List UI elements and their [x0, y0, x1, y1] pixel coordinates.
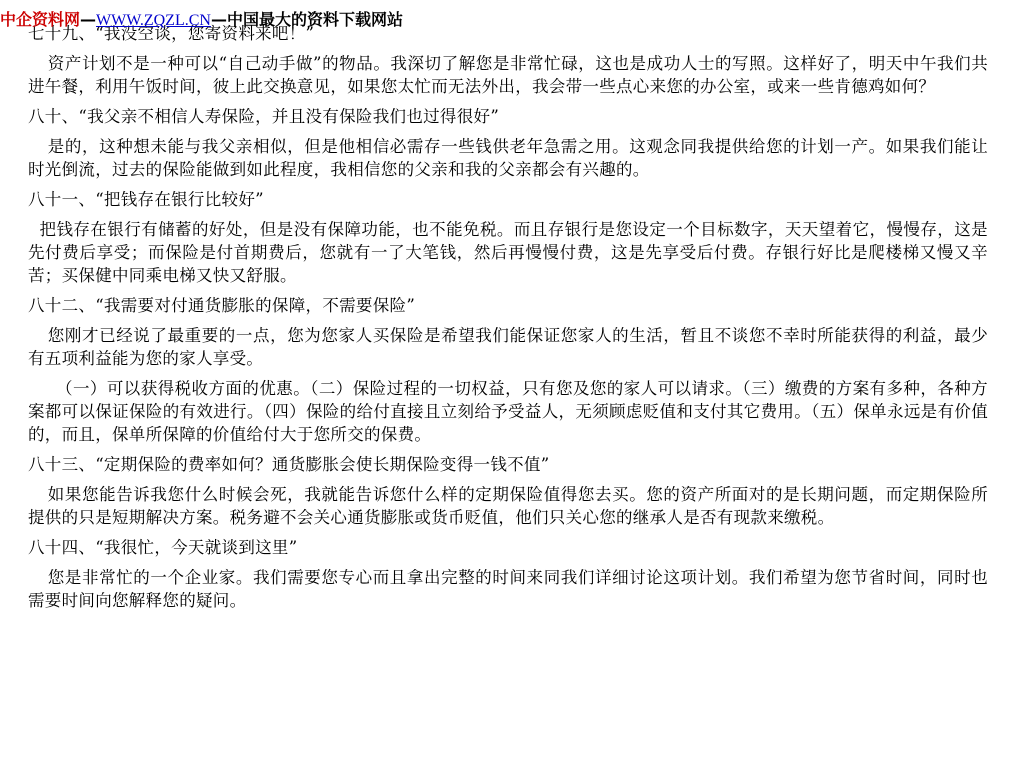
section-paragraph: 资产计划不是一种可以“自己动手做”的物品。我深切了解您是非常忙碌，这也是成功人士的写照。这样好了，明天中午我们共进午餐，利用午饭时间，彼上此交换意见，如果您太忙而无法外出，我会带一些点心来您的办公室，或来一些肯德鸡如何？ [28, 54, 988, 96]
section-paragraph: 把钱存在银行有储蓄的好处，但是没有保障功能，也不能免税。而且存银行是您设定一个目标数字，天天望着它，慢慢存，这是先付费后享受；而保险是付首期费后，您就有一了大笔钱，然后再慢慢付费，这是先享受后付费。存银行好比是爬楼梯又慢又辛苦；买保健中同乘电梯又快又舒服。 [28, 220, 988, 285]
watermark-dash: — [80, 10, 97, 29]
section-82 [28, 294, 988, 446]
section-paragraph: 您刚才已经说了最重要的一点，您为您家人买保险是希望我们能保证您家人的生活，暂且不谈您不幸时所能获得的利益，最少有五项利益能为您的家人享受。 [28, 326, 988, 368]
section-paragraph: 如果您能告诉我您什么时候会死，我就能告诉您什么样的定期保险值得您去买。您的资产所面对的是长期问题，而定期保险所提供的只是短期解决方案。税务避不会关心通货膨胀或货币贬值，他们只关心您的继承人是否有现款来缴税。 [28, 485, 988, 527]
section-heading: 八十三、“定期保险的费率如何？通货膨胀会使长期保险变得一钱不值” [28, 455, 550, 474]
watermark-banner [0, 8, 403, 32]
section-heading: 八十二、“我需要对付通货膨胀的保障，不需要保险” [28, 296, 416, 315]
section-paragraph: 您是非常忙的一个企业家。我们需要您专心而且拿出完整的时间来同我们详细讨论这项计划。我们希望为您节省时间，同时也需要时间向您解释您的疑问。 [28, 568, 988, 610]
section-80 [28, 105, 988, 181]
section-84 [28, 536, 988, 612]
section-79 [28, 22, 988, 98]
section-heading: 八十一、“把钱存在银行比较好” [28, 190, 264, 209]
section-heading: 八十四、“我很忙，今天就谈到这里” [28, 538, 298, 557]
watermark-brand: 中企资料网 [0, 10, 81, 29]
section-81 [28, 188, 988, 287]
section-paragraph: （一）可以获得税收方面的优惠。（二）保险过程的一切权益，只有您及您的家人可以请求。（三）缴费的方案有多种，各种方案都可以保证保险的有效进行。（四）保险的给付直接且立刻给予受益人，无须顾虑贬值和支付其它费用。（五）保单永远是有价值的，而且，保单所保障的价值给付大于您所交的保费。 [28, 379, 988, 444]
section-paragraph: 是的，这种想未能与我父亲相似，但是他相信必需存一些钱供老年急需之用。这观念同我提供给您的计划一产。如果我们能让时光倒流，过去的保险能做到如此程度，我相信您的父亲和我的父亲都会有兴趣的。 [28, 137, 988, 179]
section-83 [28, 453, 988, 529]
section-heading: 八十、“我父亲不相信人寿保险，并且没有保险我们也过得很好” [28, 107, 500, 126]
document-body [28, 22, 988, 619]
section-heading: 七十九、“我没空谈，您寄资料来吧！” [28, 24, 315, 43]
watermark-dash: — [210, 10, 227, 29]
watermark-url-link[interactable]: WWW.ZQZL.CN [96, 12, 211, 29]
watermark-slogan: 中国最大的资料下载网站 [226, 10, 403, 29]
